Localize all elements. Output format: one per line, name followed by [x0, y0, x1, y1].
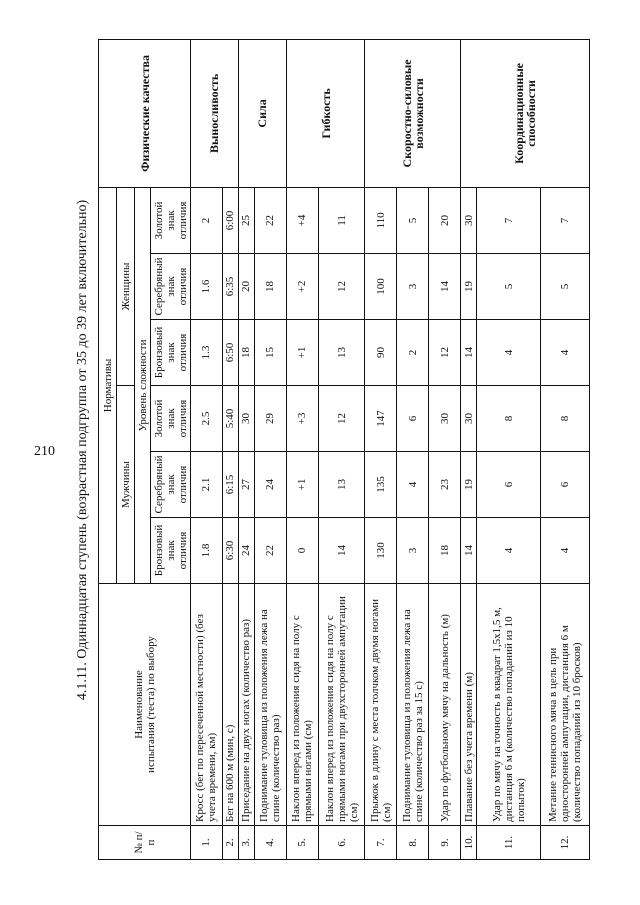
- row-9-women-silver: 14: [429, 254, 461, 320]
- row-11-num: 11.: [477, 826, 541, 860]
- row-12-men-gold: 8: [540, 386, 589, 452]
- row-3-men-silver: 27: [238, 452, 254, 518]
- row-10-women-gold: 30: [461, 187, 477, 253]
- row-3-women-silver: 20: [238, 254, 254, 320]
- row-6-name: Наклон вперед из положения сидя на полу с прямыми ногами при двухсторонней ампутации (см): [318, 584, 365, 826]
- header-men: Мужчины: [117, 386, 135, 584]
- row-9-women-bronze: 12: [429, 320, 461, 386]
- row-3-men-gold: 30: [238, 386, 254, 452]
- row-7-num: 7.: [365, 826, 397, 860]
- row-10-women-bronze: 14: [461, 320, 477, 386]
- row-8-men-bronze: 3: [397, 518, 429, 584]
- row-2-women-bronze: 6:50: [222, 320, 238, 386]
- row-7-men-gold: 147: [365, 386, 397, 452]
- row-5-men-bronze: 0: [286, 518, 318, 584]
- row-10-men-gold: 30: [461, 386, 477, 452]
- row-5-men-silver: +1: [286, 452, 318, 518]
- row-2-men-silver: 6:15: [222, 452, 238, 518]
- row-7-women-gold: 110: [365, 187, 397, 253]
- row-2-num: 2.: [222, 826, 238, 860]
- row-9-women-gold: 20: [429, 187, 461, 253]
- row-1-name: Кросс (бег по пересеченной местности) (без учета времени, км): [191, 584, 223, 826]
- row-8-num: 8.: [397, 826, 429, 860]
- row-11-women-silver: 5: [477, 254, 541, 320]
- row-8-women-silver: 3: [397, 254, 429, 320]
- quality-coordination: Координационные способности: [461, 39, 590, 187]
- row-6-num: 6.: [318, 826, 365, 860]
- row-7-men-bronze: 130: [365, 518, 397, 584]
- row-11-name: Удар по мячу на точность в квадрат 1,5x1,5 м, дистанция 6 м (количество попаданий из 10 попыток): [477, 584, 541, 826]
- row-6-women-silver: 12: [318, 254, 365, 320]
- row-2-women-silver: 6:35: [222, 254, 238, 320]
- header-difficulty: Уровень сложности: [135, 187, 151, 583]
- row-8-men-gold: 6: [397, 386, 429, 452]
- row-9-name: Удар по футбольному мячу на дальность (м): [429, 584, 461, 826]
- row-7-women-bronze: 90: [365, 320, 397, 386]
- header-men-gold: Золотой знак отличия: [151, 386, 191, 452]
- quality-strength: Сила: [238, 39, 286, 187]
- header-name-line2: испытания (теста) по выбору: [144, 636, 157, 773]
- row-10-name: Плавание без учета времени (м): [461, 584, 477, 826]
- row-5-men-gold: +3: [286, 386, 318, 452]
- header-norms: Нормативы: [99, 187, 117, 583]
- header-women-gold: Золотой знак отличия: [151, 187, 191, 253]
- row-8-women-gold: 5: [397, 187, 429, 253]
- row-12-num: 12.: [540, 826, 589, 860]
- row-10-num: 10.: [461, 826, 477, 860]
- row-11-women-bronze: 4: [477, 320, 541, 386]
- row-7-women-silver: 100: [365, 254, 397, 320]
- header-num: № п/п: [99, 826, 191, 860]
- row-4-men-silver: 24: [254, 452, 286, 518]
- row-1-men-bronze: 1.8: [191, 518, 223, 584]
- row-2-men-gold: 5:40: [222, 386, 238, 452]
- row-11-men-silver: 6: [477, 452, 541, 518]
- row-2-name: Бег на 600 м (мин, с): [222, 584, 238, 826]
- row-4-men-bronze: 22: [254, 518, 286, 584]
- row-6-men-gold: 12: [318, 386, 365, 452]
- row-9-men-bronze: 18: [429, 518, 461, 584]
- header-women: Женщины: [117, 187, 135, 385]
- row-8-men-silver: 4: [397, 452, 429, 518]
- row-3-women-gold: 25: [238, 187, 254, 253]
- row-1-women-silver: 1.6: [191, 254, 223, 320]
- row-1-num: 1.: [191, 826, 223, 860]
- row-1-women-bronze: 1.3: [191, 320, 223, 386]
- norms-table: [98, 39, 590, 860]
- row-10-men-silver: 19: [461, 452, 477, 518]
- row-12-men-silver: 6: [540, 452, 589, 518]
- header-men-silver: Серебряный знак отличия: [151, 452, 191, 518]
- row-4-num: 4.: [254, 826, 286, 860]
- row-7-men-silver: 135: [365, 452, 397, 518]
- row-12-women-bronze: 4: [540, 320, 589, 386]
- row-3-name: Приседание на двух ногах (количество раз): [238, 584, 254, 826]
- header-name-line1: Наименование: [132, 670, 145, 739]
- row-10-men-bronze: 14: [461, 518, 477, 584]
- page-number: 210: [34, 444, 55, 459]
- row-6-men-bronze: 14: [318, 518, 365, 584]
- quality-endurance: Выносливость: [191, 39, 239, 187]
- row-8-women-bronze: 2: [397, 320, 429, 386]
- row-9-men-silver: 23: [429, 452, 461, 518]
- row-8-name: Поднимание туловища из положения лежа на спине (количество раз за 15 с): [397, 584, 429, 826]
- header-women-bronze: Бронзовый знак отличия: [151, 320, 191, 386]
- row-11-men-bronze: 4: [477, 518, 541, 584]
- row-4-women-gold: 22: [254, 187, 286, 253]
- row-5-name: Наклон вперед из положения сидя на полу с прямыми ногами (см): [286, 584, 318, 826]
- row-3-women-bronze: 18: [238, 320, 254, 386]
- row-1-women-gold: 2: [191, 187, 223, 253]
- row-6-women-bronze: 13: [318, 320, 365, 386]
- row-10-women-silver: 19: [461, 254, 477, 320]
- row-3-num: 3.: [238, 826, 254, 860]
- header-name: [99, 584, 191, 826]
- row-11-women-gold: 7: [477, 187, 541, 253]
- row-5-women-gold: +4: [286, 187, 318, 253]
- row-7-name: Прыжок в длину с места толчком двумя ногами (см): [365, 584, 397, 826]
- row-2-men-bronze: 6:30: [222, 518, 238, 584]
- row-12-men-bronze: 4: [540, 518, 589, 584]
- row-5-women-bronze: +1: [286, 320, 318, 386]
- row-1-men-silver: 2.1: [191, 452, 223, 518]
- row-1-men-gold: 2.5: [191, 386, 223, 452]
- row-4-women-silver: 18: [254, 254, 286, 320]
- rotated-page-content: [70, 40, 590, 860]
- header-women-silver: Серебряный знак отличия: [151, 254, 191, 320]
- row-12-name: Метание теннисного мяча в цель при односторонней ампутации, дистанция 6 м (количество попаданий из 10 бросков): [540, 584, 589, 826]
- row-12-women-gold: 7: [540, 187, 589, 253]
- row-9-men-gold: 30: [429, 386, 461, 452]
- row-12-women-silver: 5: [540, 254, 589, 320]
- row-6-women-gold: 11: [318, 187, 365, 253]
- row-4-name: Поднимание туловища из положения лежа на спине (количество раз): [254, 584, 286, 826]
- row-4-men-gold: 29: [254, 386, 286, 452]
- row-5-num: 5.: [286, 826, 318, 860]
- row-9-num: 9.: [429, 826, 461, 860]
- row-4-women-bronze: 15: [254, 320, 286, 386]
- header-men-bronze: Бронзовый знак отличия: [151, 518, 191, 584]
- row-5-women-silver: +2: [286, 254, 318, 320]
- row-6-men-silver: 13: [318, 452, 365, 518]
- row-3-men-bronze: 24: [238, 518, 254, 584]
- row-2-women-gold: 6:00: [222, 187, 238, 253]
- row-11-men-gold: 8: [477, 386, 541, 452]
- header-qualities: Физические качества: [99, 39, 191, 187]
- quality-speed-strength: Скоростно-силовые возможности: [365, 39, 461, 187]
- section-title: 4.1.11. Одиннадцатая ступень (возрастная подгруппа от 35 до 39 лет включительно): [75, 199, 90, 701]
- quality-flexibility: Гибкость: [286, 39, 365, 187]
